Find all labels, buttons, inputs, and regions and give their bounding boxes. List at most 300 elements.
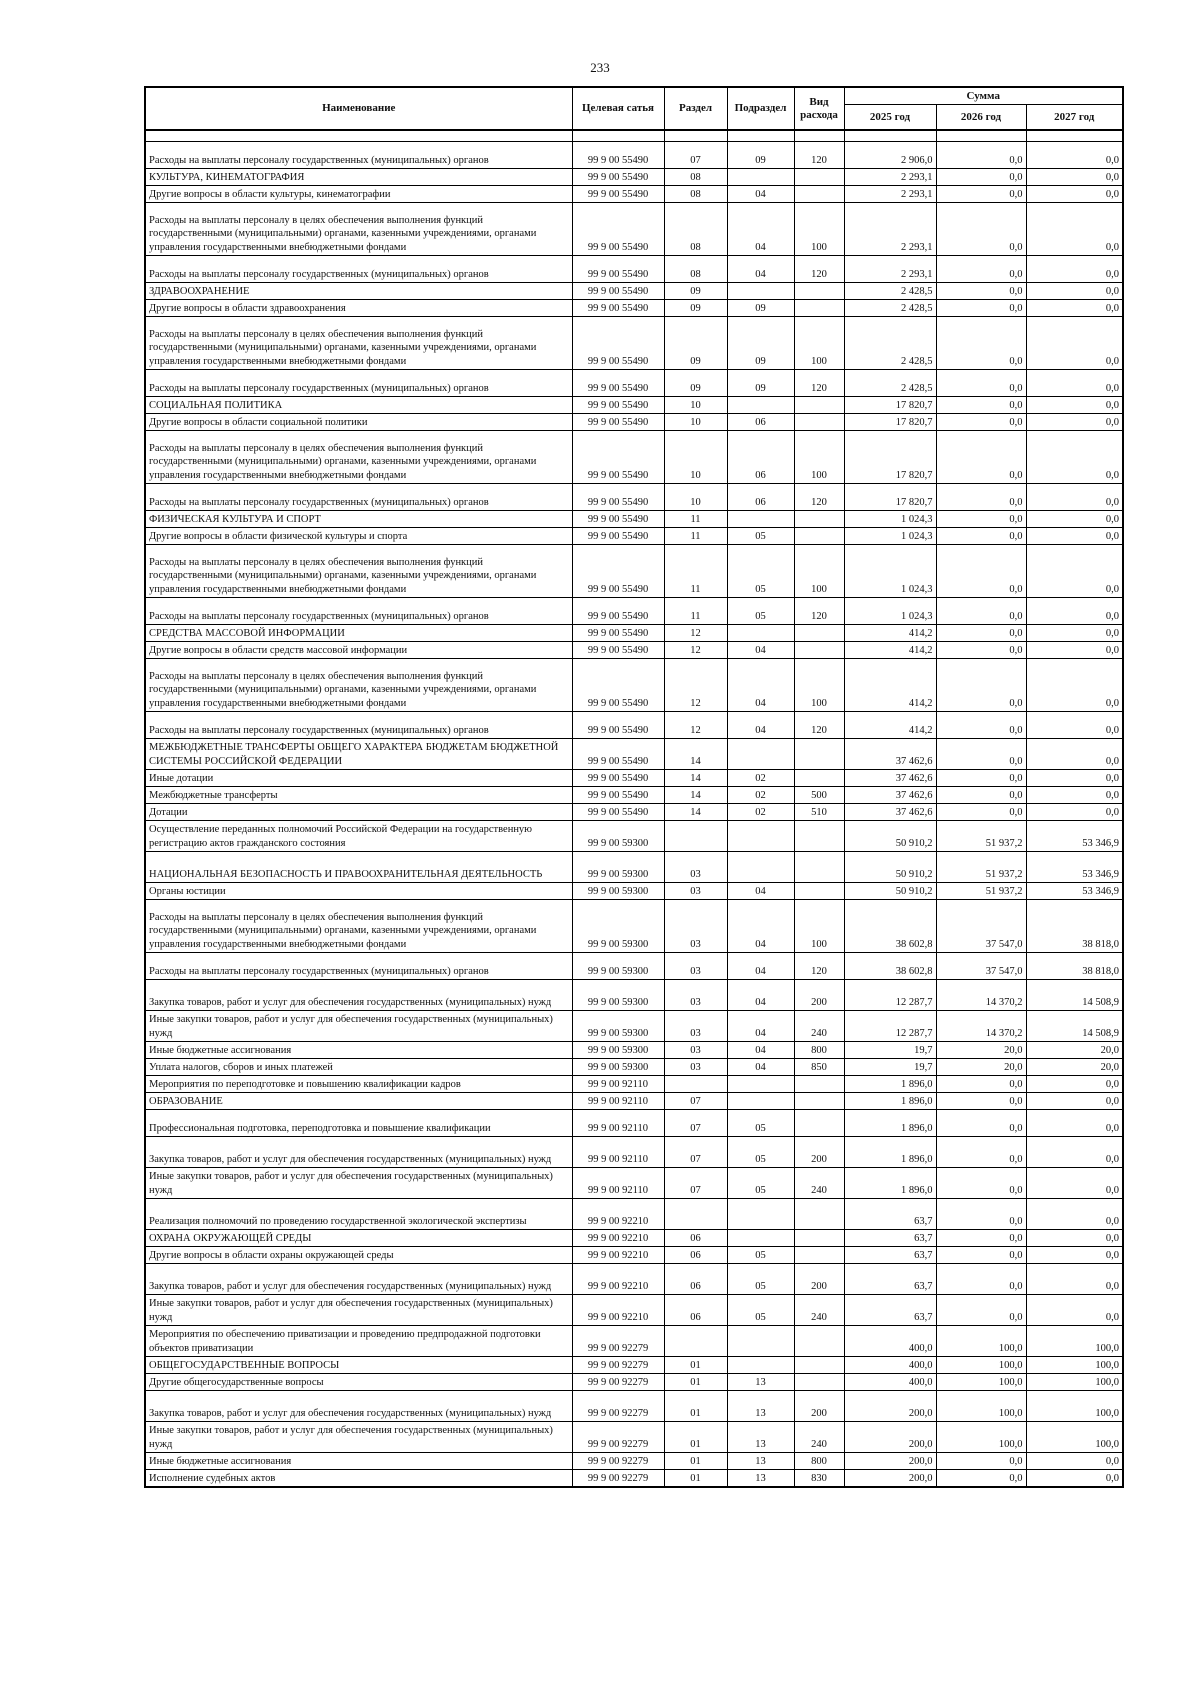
row-target: 99 9 00 55490 (572, 659, 664, 712)
row-name: ОХРАНА ОКРУЖАЮЩЕЙ СРЕДЫ (145, 1230, 572, 1247)
header-name: Наименование (145, 87, 572, 130)
row-subsection: 04 (727, 186, 794, 203)
row-name: Расходы на выплаты персоналу в целях обеспечения выполнения функций государственными (муниципальными) органами, казенными учреждениями, органами управления государственными внебюджетными фондами (145, 900, 572, 953)
row-value-2026: 0,0 (936, 659, 1026, 712)
row-value-2027: 38 818,0 (1026, 900, 1123, 953)
row-subsection: 05 (727, 598, 794, 625)
row-section: 03 (664, 1011, 727, 1042)
row-section: 08 (664, 203, 727, 256)
row-value-2027: 0,0 (1026, 1110, 1123, 1137)
row-subsection: 05 (727, 1247, 794, 1264)
row-expense-type (794, 852, 844, 883)
row-expense-type: 800 (794, 1453, 844, 1470)
table-row (145, 203, 1123, 256)
table-row (145, 370, 1123, 397)
row-value-2027: 0,0 (1026, 484, 1123, 511)
row-name: Закупка товаров, работ и услуг для обеспечения государственных (муниципальных) нужд (145, 1391, 572, 1422)
row-expense-type: 240 (794, 1422, 844, 1453)
row-name: Другие вопросы в области социальной политики (145, 414, 572, 431)
header-subsection: Подраздел (727, 87, 794, 130)
row-target: 99 9 00 59300 (572, 1011, 664, 1042)
row-value-2027: 0,0 (1026, 511, 1123, 528)
row-value-2026: 0,0 (936, 770, 1026, 787)
header-target: Целевая сатья (572, 87, 664, 130)
row-value-2025: 19,7 (844, 1059, 936, 1076)
table-row (145, 414, 1123, 431)
row-name: Расходы на выплаты персоналу государственных (муниципальных) органов (145, 370, 572, 397)
table-row (145, 1199, 1123, 1230)
row-name: Иные закупки товаров, работ и услуг для обеспечения государственных (муниципальных) нужд (145, 1295, 572, 1326)
row-value-2026: 0,0 (936, 1137, 1026, 1168)
row-section: 10 (664, 414, 727, 431)
row-expense-type: 120 (794, 712, 844, 739)
table-row (145, 883, 1123, 900)
row-value-2025: 200,0 (844, 1453, 936, 1470)
row-value-2027: 53 346,9 (1026, 883, 1123, 900)
row-target: 99 9 00 92210 (572, 1247, 664, 1264)
row-expense-type (794, 642, 844, 659)
row-target: 99 9 00 55490 (572, 414, 664, 431)
row-expense-type (794, 739, 844, 770)
row-section: 08 (664, 186, 727, 203)
row-target: 99 9 00 55490 (572, 370, 664, 397)
row-target: 99 9 00 55490 (572, 142, 664, 169)
row-value-2025: 1 896,0 (844, 1076, 936, 1093)
row-value-2027: 53 346,9 (1026, 821, 1123, 852)
row-value-2025: 12 287,7 (844, 980, 936, 1011)
row-value-2025: 414,2 (844, 642, 936, 659)
row-value-2027: 14 508,9 (1026, 980, 1123, 1011)
row-expense-type (794, 1247, 844, 1264)
row-expense-type: 800 (794, 1042, 844, 1059)
row-subsection: 04 (727, 642, 794, 659)
row-name: Расходы на выплаты персоналу в целях обеспечения выполнения функций государственными (муниципальными) органами, казенными учреждениями, органами управления государственными внебюджетными фондами (145, 545, 572, 598)
row-expense-type (794, 1326, 844, 1357)
row-name: СРЕДСТВА МАССОВОЙ ИНФОРМАЦИИ (145, 625, 572, 642)
table-row (145, 1357, 1123, 1374)
row-name: Иные закупки товаров, работ и услуг для обеспечения государственных (муниципальных) нужд (145, 1422, 572, 1453)
row-expense-type: 100 (794, 659, 844, 712)
table-row (145, 511, 1123, 528)
row-value-2026: 0,0 (936, 283, 1026, 300)
row-value-2027: 0,0 (1026, 712, 1123, 739)
row-name: МЕЖБЮДЖЕТНЫЕ ТРАНСФЕРТЫ ОБЩЕГО ХАРАКТЕРА БЮДЖЕТАМ БЮДЖЕТНОЙ СИСТЕМЫ РОССИЙСКОЙ ФЕДЕРАЦИИ (145, 739, 572, 770)
row-value-2026: 0,0 (936, 545, 1026, 598)
row-subsection (727, 739, 794, 770)
row-value-2025: 200,0 (844, 1391, 936, 1422)
table-row (145, 1137, 1123, 1168)
row-expense-type: 100 (794, 317, 844, 370)
row-section: 03 (664, 980, 727, 1011)
row-value-2025: 38 602,8 (844, 953, 936, 980)
row-name: Расходы на выплаты персоналу в целях обеспечения выполнения функций государственными (муниципальными) органами, казенными учреждениями, органами управления государственными внебюджетными фондами (145, 659, 572, 712)
row-section: 09 (664, 300, 727, 317)
row-value-2025: 400,0 (844, 1374, 936, 1391)
row-section: 11 (664, 528, 727, 545)
table-row (145, 545, 1123, 598)
table-row (145, 598, 1123, 625)
row-value-2027: 38 818,0 (1026, 953, 1123, 980)
row-expense-type (794, 821, 844, 852)
row-value-2027: 20,0 (1026, 1042, 1123, 1059)
row-target: 99 9 00 59300 (572, 900, 664, 953)
row-name: КУЛЬТУРА, КИНЕМАТОГРАФИЯ (145, 169, 572, 186)
row-value-2027: 0,0 (1026, 317, 1123, 370)
row-value-2025: 50 910,2 (844, 883, 936, 900)
row-section (664, 1326, 727, 1357)
table-row (145, 1247, 1123, 1264)
row-subsection: 02 (727, 804, 794, 821)
row-name: Реализация полномочий по проведению государственной экологической экспертизы (145, 1199, 572, 1230)
table-body (145, 130, 1123, 1487)
row-subsection (727, 1199, 794, 1230)
row-name: Другие вопросы в области культуры, кинематографии (145, 186, 572, 203)
row-target: 99 9 00 92210 (572, 1199, 664, 1230)
row-expense-type: 830 (794, 1470, 844, 1488)
row-name: Мероприятия по обеспечению приватизации и проведению предпродажной подготовки объектов приватизации (145, 1326, 572, 1357)
row-value-2026: 0,0 (936, 414, 1026, 431)
row-name: Межбюджетные трансферты (145, 787, 572, 804)
row-name: Осуществление переданных полномочий Российской Федерации на государственную регистрацию актов гражданского состояния (145, 821, 572, 852)
row-section: 03 (664, 1059, 727, 1076)
row-name: Дотации (145, 804, 572, 821)
row-target: 99 9 00 92110 (572, 1137, 664, 1168)
row-section: 12 (664, 712, 727, 739)
header-year-2027: 2027 год (1026, 105, 1123, 131)
row-value-2025: 2 293,1 (844, 256, 936, 283)
row-value-2026: 0,0 (936, 370, 1026, 397)
row-section: 07 (664, 1137, 727, 1168)
row-name: Другие вопросы в области охраны окружающей среды (145, 1247, 572, 1264)
row-subsection: 13 (727, 1453, 794, 1470)
row-value-2025: 37 462,6 (844, 770, 936, 787)
table-row (145, 1011, 1123, 1042)
row-subsection: 04 (727, 256, 794, 283)
row-expense-type: 200 (794, 1391, 844, 1422)
table-row (145, 770, 1123, 787)
table-row (145, 1374, 1123, 1391)
row-value-2026: 0,0 (936, 1076, 1026, 1093)
row-value-2026: 0,0 (936, 1168, 1026, 1199)
row-value-2025: 37 462,6 (844, 804, 936, 821)
row-subsection (727, 625, 794, 642)
row-subsection: 05 (727, 1110, 794, 1137)
row-value-2027: 0,0 (1026, 739, 1123, 770)
row-target: 99 9 00 59300 (572, 883, 664, 900)
row-value-2026: 0,0 (936, 1110, 1026, 1137)
row-expense-type (794, 186, 844, 203)
row-target: 99 9 00 55490 (572, 545, 664, 598)
row-target: 99 9 00 55490 (572, 598, 664, 625)
row-subsection (727, 397, 794, 414)
row-name: Расходы на выплаты персоналу государственных (муниципальных) органов (145, 598, 572, 625)
row-value-2026: 20,0 (936, 1042, 1026, 1059)
row-section: 14 (664, 770, 727, 787)
row-target: 99 9 00 55490 (572, 712, 664, 739)
row-subsection: 09 (727, 370, 794, 397)
row-value-2026: 100,0 (936, 1391, 1026, 1422)
row-name: Другие общегосударственные вопросы (145, 1374, 572, 1391)
table-row (145, 300, 1123, 317)
row-target: 99 9 00 92279 (572, 1374, 664, 1391)
row-value-2025: 2 428,5 (844, 370, 936, 397)
header-expense-type: Вид расхода (794, 87, 844, 130)
row-section: 11 (664, 511, 727, 528)
row-expense-type: 240 (794, 1168, 844, 1199)
row-target: 99 9 00 92279 (572, 1470, 664, 1488)
row-name: Другие вопросы в области средств массовой информации (145, 642, 572, 659)
row-value-2026: 100,0 (936, 1374, 1026, 1391)
table-row (145, 528, 1123, 545)
header-year-2025: 2025 год (844, 105, 936, 131)
row-subsection: 13 (727, 1470, 794, 1488)
row-subsection: 05 (727, 1137, 794, 1168)
row-expense-type (794, 397, 844, 414)
row-value-2026: 0,0 (936, 1295, 1026, 1326)
row-section: 07 (664, 1110, 727, 1137)
row-section: 01 (664, 1391, 727, 1422)
row-section: 14 (664, 787, 727, 804)
row-expense-type: 100 (794, 203, 844, 256)
row-target: 99 9 00 55490 (572, 804, 664, 821)
row-value-2025: 414,2 (844, 625, 936, 642)
row-expense-type: 200 (794, 980, 844, 1011)
row-value-2027: 100,0 (1026, 1391, 1123, 1422)
row-section: 03 (664, 852, 727, 883)
row-name: ЗДРАВООХРАНЕНИЕ (145, 283, 572, 300)
row-subsection (727, 1357, 794, 1374)
row-subsection: 04 (727, 883, 794, 900)
row-target: 99 9 00 92210 (572, 1264, 664, 1295)
table-row (145, 980, 1123, 1011)
row-value-2025: 2 293,1 (844, 186, 936, 203)
table-row (145, 1093, 1123, 1110)
row-name: Мероприятия по переподготовке и повышению квалификации кадров (145, 1076, 572, 1093)
row-target: 99 9 00 55490 (572, 625, 664, 642)
row-name: Расходы на выплаты персоналу государственных (муниципальных) органов (145, 484, 572, 511)
row-section: 01 (664, 1453, 727, 1470)
row-subsection: 04 (727, 659, 794, 712)
row-value-2026: 0,0 (936, 787, 1026, 804)
row-name: Другие вопросы в области физической культуры и спорта (145, 528, 572, 545)
row-subsection: 06 (727, 484, 794, 511)
row-value-2026: 0,0 (936, 642, 1026, 659)
table-row (145, 186, 1123, 203)
row-value-2025: 63,7 (844, 1230, 936, 1247)
row-section (664, 1076, 727, 1093)
row-value-2027: 0,0 (1026, 804, 1123, 821)
row-section: 01 (664, 1422, 727, 1453)
row-subsection (727, 511, 794, 528)
row-name: Расходы на выплаты персоналу государственных (муниципальных) органов (145, 256, 572, 283)
table-row (145, 1326, 1123, 1357)
table-row (145, 1059, 1123, 1076)
row-section: 06 (664, 1247, 727, 1264)
row-subsection: 09 (727, 142, 794, 169)
row-subsection: 05 (727, 1168, 794, 1199)
row-value-2027: 0,0 (1026, 1168, 1123, 1199)
row-expense-type (794, 625, 844, 642)
row-subsection (727, 1093, 794, 1110)
row-name: Иные дотации (145, 770, 572, 787)
row-expense-type (794, 300, 844, 317)
row-value-2025: 63,7 (844, 1247, 936, 1264)
table-row (145, 1076, 1123, 1093)
row-section: 09 (664, 370, 727, 397)
row-value-2027: 0,0 (1026, 414, 1123, 431)
row-subsection: 06 (727, 414, 794, 431)
row-section: 10 (664, 431, 727, 484)
row-target: 99 9 00 92279 (572, 1422, 664, 1453)
row-value-2025: 1 896,0 (844, 1137, 936, 1168)
row-value-2027: 0,0 (1026, 528, 1123, 545)
row-subsection: 04 (727, 203, 794, 256)
row-name: Уплата налогов, сборов и иных платежей (145, 1059, 572, 1076)
spacer-cell (1026, 130, 1123, 142)
row-subsection: 05 (727, 1295, 794, 1326)
row-expense-type: 200 (794, 1137, 844, 1168)
row-value-2025: 200,0 (844, 1470, 936, 1488)
row-target: 99 9 00 55490 (572, 528, 664, 545)
row-target: 99 9 00 55490 (572, 283, 664, 300)
row-value-2025: 400,0 (844, 1326, 936, 1357)
page-number: 233 (590, 60, 610, 75)
row-target: 99 9 00 92279 (572, 1453, 664, 1470)
row-expense-type: 200 (794, 1264, 844, 1295)
table-row (145, 1230, 1123, 1247)
row-target: 99 9 00 55490 (572, 511, 664, 528)
row-value-2027: 0,0 (1026, 1137, 1123, 1168)
table-row (145, 953, 1123, 980)
row-subsection (727, 821, 794, 852)
row-value-2026: 51 937,2 (936, 883, 1026, 900)
row-name: Расходы на выплаты персоналу государственных (муниципальных) органов (145, 712, 572, 739)
row-value-2026: 51 937,2 (936, 852, 1026, 883)
row-target: 99 9 00 55490 (572, 770, 664, 787)
row-name: СОЦИАЛЬНАЯ ПОЛИТИКА (145, 397, 572, 414)
row-value-2027: 0,0 (1026, 1247, 1123, 1264)
row-value-2026: 0,0 (936, 528, 1026, 545)
table-row (145, 739, 1123, 770)
row-subsection (727, 1230, 794, 1247)
row-expense-type: 120 (794, 484, 844, 511)
table-row (145, 484, 1123, 511)
row-value-2027: 100,0 (1026, 1357, 1123, 1374)
row-name: Расходы на выплаты персоналу в целях обеспечения выполнения функций государственными (муниципальными) органами, казенными учреждениями, органами управления государственными внебюджетными фондами (145, 431, 572, 484)
row-section: 07 (664, 1168, 727, 1199)
row-expense-type: 100 (794, 545, 844, 598)
row-value-2027: 0,0 (1026, 1264, 1123, 1295)
row-value-2025: 19,7 (844, 1042, 936, 1059)
row-subsection: 09 (727, 300, 794, 317)
row-section: 14 (664, 739, 727, 770)
header-section: Раздел (664, 87, 727, 130)
row-section: 09 (664, 283, 727, 300)
row-value-2027: 0,0 (1026, 770, 1123, 787)
row-section: 03 (664, 900, 727, 953)
row-target: 99 9 00 55490 (572, 431, 664, 484)
row-value-2027: 14 508,9 (1026, 1011, 1123, 1042)
row-value-2025: 37 462,6 (844, 787, 936, 804)
row-value-2027: 0,0 (1026, 256, 1123, 283)
row-value-2025: 2 293,1 (844, 203, 936, 256)
row-value-2027: 100,0 (1026, 1374, 1123, 1391)
row-value-2025: 63,7 (844, 1295, 936, 1326)
row-section: 01 (664, 1470, 727, 1488)
row-section: 10 (664, 397, 727, 414)
table-row (145, 1295, 1123, 1326)
row-target: 99 9 00 55490 (572, 186, 664, 203)
row-section: 07 (664, 1093, 727, 1110)
row-value-2025: 1 024,3 (844, 545, 936, 598)
row-target: 99 9 00 92110 (572, 1093, 664, 1110)
row-value-2026: 14 370,2 (936, 1011, 1026, 1042)
row-target: 99 9 00 55490 (572, 484, 664, 511)
row-value-2025: 63,7 (844, 1264, 936, 1295)
row-subsection: 05 (727, 1264, 794, 1295)
row-value-2025: 414,2 (844, 659, 936, 712)
row-value-2026: 0,0 (936, 1247, 1026, 1264)
row-value-2026: 0,0 (936, 1230, 1026, 1247)
row-expense-type: 240 (794, 1295, 844, 1326)
row-value-2025: 1 024,3 (844, 598, 936, 625)
row-expense-type: 120 (794, 370, 844, 397)
row-name: Расходы на выплаты персоналу государственных (муниципальных) органов (145, 953, 572, 980)
row-name: Иные закупки товаров, работ и услуг для обеспечения государственных (муниципальных) нужд (145, 1168, 572, 1199)
row-section: 03 (664, 1042, 727, 1059)
table-row (145, 1391, 1123, 1422)
row-value-2027: 0,0 (1026, 283, 1123, 300)
row-name: Другие вопросы в области здравоохранения (145, 300, 572, 317)
row-name: Иные бюджетные ассигнования (145, 1042, 572, 1059)
row-value-2026: 0,0 (936, 169, 1026, 186)
row-expense-type (794, 1110, 844, 1137)
row-section: 06 (664, 1230, 727, 1247)
table-row (145, 625, 1123, 642)
row-section: 06 (664, 1295, 727, 1326)
row-section: 03 (664, 953, 727, 980)
row-section: 14 (664, 804, 727, 821)
row-name: Исполнение судебных актов (145, 1470, 572, 1488)
table-row (145, 1453, 1123, 1470)
row-name: Закупка товаров, работ и услуг для обеспечения государственных (муниципальных) нужд (145, 1264, 572, 1295)
row-value-2025: 1 024,3 (844, 528, 936, 545)
row-value-2026: 0,0 (936, 186, 1026, 203)
row-target: 99 9 00 55490 (572, 300, 664, 317)
row-section: 12 (664, 625, 727, 642)
row-subsection: 13 (727, 1391, 794, 1422)
row-name: Иные закупки товаров, работ и услуг для обеспечения государственных (муниципальных) нужд (145, 1011, 572, 1042)
row-value-2027: 20,0 (1026, 1059, 1123, 1076)
row-value-2025: 400,0 (844, 1357, 936, 1374)
table-row (145, 852, 1123, 883)
row-expense-type (794, 883, 844, 900)
row-target: 99 9 00 55490 (572, 739, 664, 770)
row-target: 99 9 00 92279 (572, 1357, 664, 1374)
row-name: ОБЩЕГОСУДАРСТВЕННЫЕ ВОПРОСЫ (145, 1357, 572, 1374)
table-row (145, 283, 1123, 300)
row-target: 99 9 00 92279 (572, 1391, 664, 1422)
row-value-2025: 63,7 (844, 1199, 936, 1230)
row-expense-type (794, 1199, 844, 1230)
table-row (145, 804, 1123, 821)
row-value-2025: 17 820,7 (844, 414, 936, 431)
row-value-2026: 51 937,2 (936, 821, 1026, 852)
row-value-2025: 17 820,7 (844, 484, 936, 511)
row-value-2027: 0,0 (1026, 1076, 1123, 1093)
row-value-2026: 0,0 (936, 300, 1026, 317)
row-target: 99 9 00 92110 (572, 1168, 664, 1199)
